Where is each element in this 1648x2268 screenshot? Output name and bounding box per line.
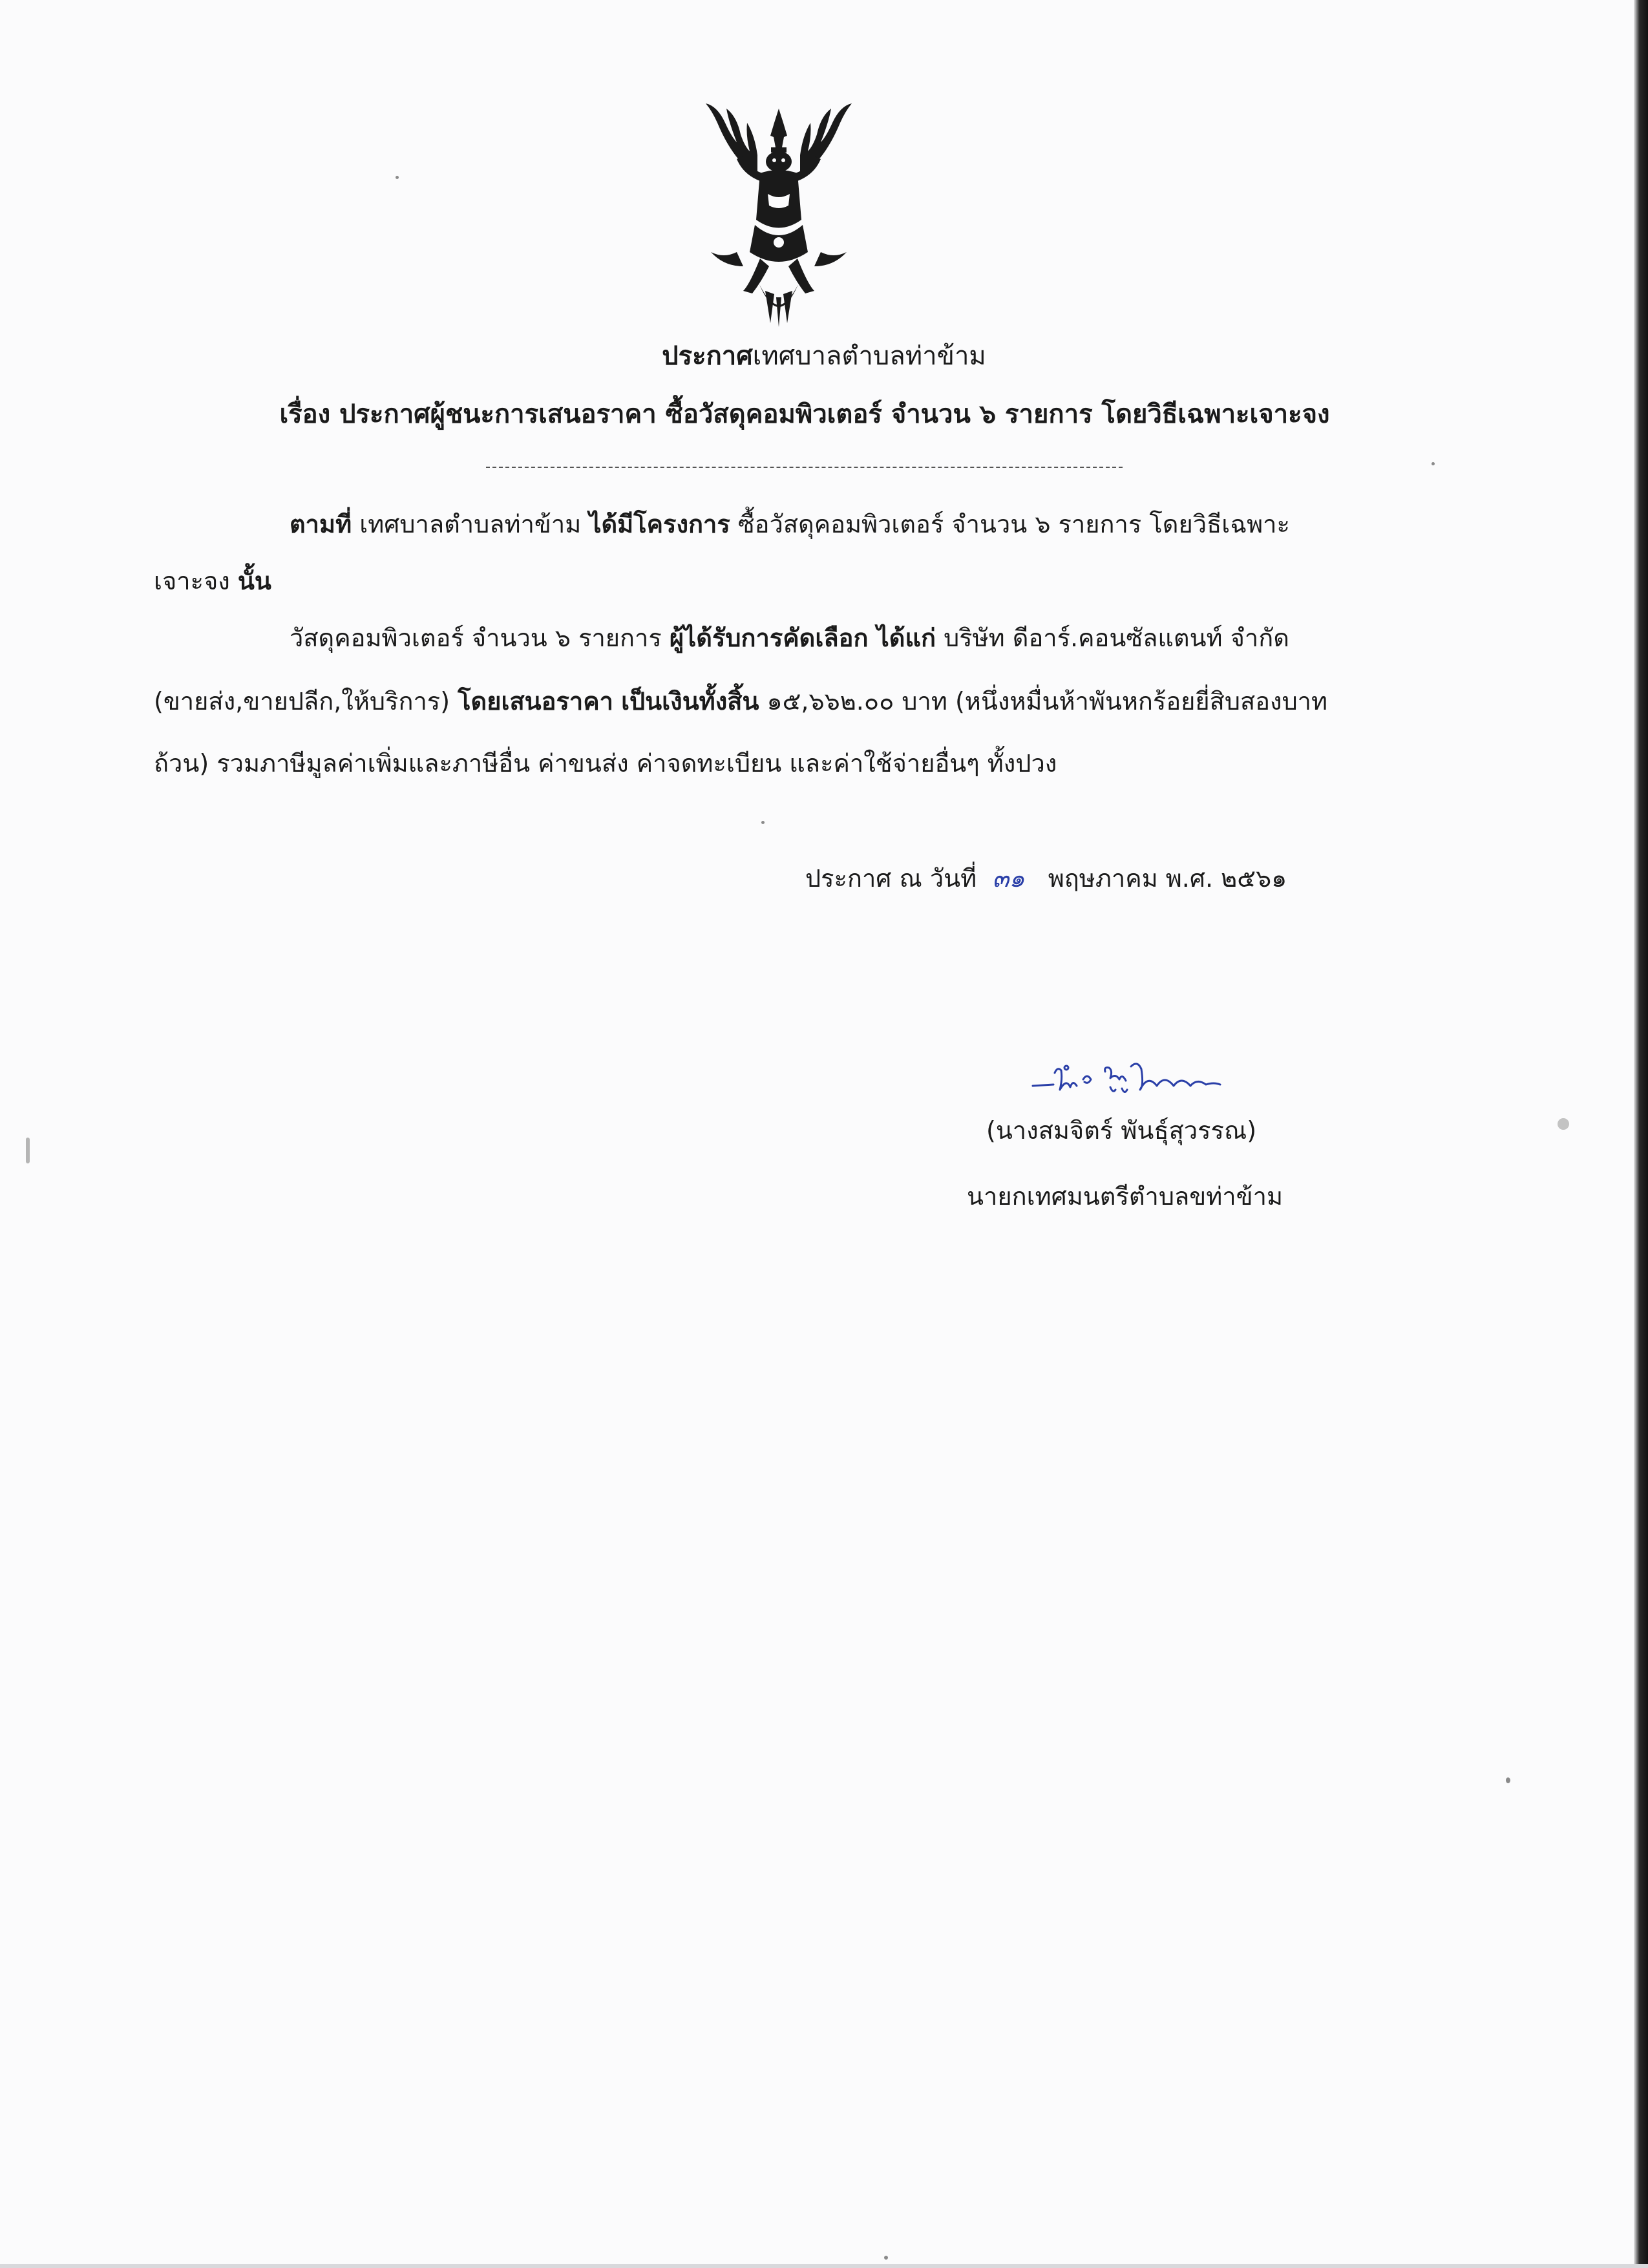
subject-text: ซื้อวัสดุคอมพิวเตอร์ จำนวน ๖ รายการ โดยวิธีเฉพาะเจาะจง xyxy=(665,399,1330,429)
announce-date xyxy=(805,866,1287,891)
p1-label: ตามที่ xyxy=(290,510,352,538)
p2-amount: ๑๕,๖๖๒.๐๐ xyxy=(766,687,894,715)
p2-vendor: บริษัท ดีอาร์.คอนซัลแตนท์ จำกัด xyxy=(944,624,1289,652)
p2-offer-label: โดยเสนอราคา xyxy=(458,687,613,715)
p2-unit: บาท xyxy=(902,687,947,715)
scan-speck xyxy=(26,1138,30,1163)
garuda-emblem-icon xyxy=(698,97,860,330)
scan-speck xyxy=(761,821,765,824)
announce-label: ประกาศ ณ วันที่ xyxy=(805,864,977,893)
p1-org: เทศบาลตำบลท่าข้าม xyxy=(359,510,582,538)
scan-speck xyxy=(1506,1777,1510,1783)
paragraph-1-line-1 xyxy=(290,512,1290,536)
p1-cont: เจาะจง xyxy=(154,567,230,595)
scan-edge-bottom xyxy=(0,2264,1648,2268)
document-title xyxy=(0,335,1648,376)
handwritten-signature-icon xyxy=(1028,1047,1234,1118)
scan-speck xyxy=(396,176,399,179)
title-org: เทศบาลตำบลท่าข้าม xyxy=(752,341,986,371)
p2-item: วัสดุคอมพิวเตอร์ จำนวน ๖ รายการ xyxy=(290,624,662,652)
p1-mid: ได้มีโครงการ xyxy=(589,510,730,538)
paragraph-2-line-2 xyxy=(154,689,1327,714)
p1-end: นั้น xyxy=(237,567,271,595)
signer-name: (นางสมจิตร์ พันธุ์สุวรรณ) xyxy=(986,1116,1257,1145)
scan-speck xyxy=(884,2256,888,2260)
p2-vendor-type: (ขายส่ง,ขายปลีก,ให้บริการ) xyxy=(154,687,450,715)
p2-total-label: เป็นเงินทั้งสิ้น xyxy=(621,687,759,715)
paragraph-2-line-3 xyxy=(154,751,1057,776)
paragraph-2-line-1 xyxy=(290,626,1289,650)
title-bold: ประกาศ xyxy=(662,341,753,371)
p2-tax: รวมภาษีมูลค่าเพิ่มและภาษีอื่น ค่าขนส่ง ค่าจดทะเบียน และค่าใช้จ่ายอื่นๆ ทั้งปวง xyxy=(217,749,1057,778)
p1-text: ซื้อวัสดุคอมพิวเตอร์ จำนวน ๖ รายการ โดยวิธีเฉพาะ xyxy=(737,510,1290,538)
scan-speck xyxy=(1558,1118,1569,1130)
scan-speck xyxy=(1431,462,1435,465)
separator-rule xyxy=(486,467,1123,468)
p2-label: ผู้ได้รับการคัดเลือก ได้แก่ xyxy=(669,624,936,652)
p2-amount-words-end: ถ้วน) xyxy=(154,749,209,778)
signer-position: นายกเทศมนตรีตำบลขท่าข้าม xyxy=(967,1182,1284,1211)
announce-month-year: พฤษภาคม พ.ศ. ๒๕๖๑ xyxy=(1048,864,1287,893)
p2-amount-words: (หนึ่งหมื่นห้าพันหกร้อยยี่สิบสองบาท xyxy=(955,687,1328,715)
announce-day: ๓๑ xyxy=(992,864,1025,893)
document-subject xyxy=(0,393,1629,434)
subject-label: เรื่อง xyxy=(279,399,331,429)
paragraph-1-line-2 xyxy=(154,569,271,593)
subject-bold: ประกาศผู้ชนะการเสนอราคา xyxy=(339,399,657,429)
